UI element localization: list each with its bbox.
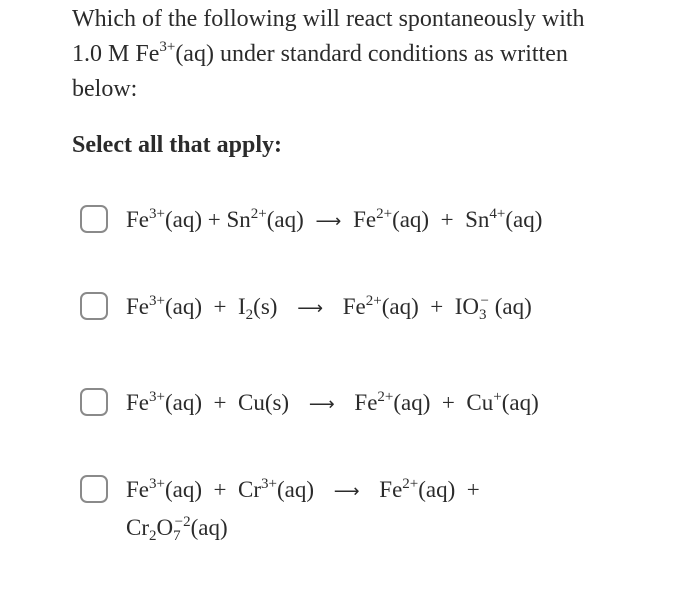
product-2-charge: −2 [174, 514, 191, 530]
product-1-state: (aq) [418, 477, 456, 502]
reaction-arrow-icon: ⟶ [297, 298, 323, 319]
reactant-2-charge: 2+ [250, 206, 267, 222]
reactant-1-state: (aq) [164, 207, 202, 232]
reactant-1: Fe [126, 207, 149, 232]
question-text [72, 2, 682, 107]
option-4-line-1 [126, 473, 480, 509]
product-1: Fe [354, 390, 378, 415]
product-2-subscript-1: 2 [149, 528, 157, 544]
product-2: Sn [465, 207, 490, 232]
reactant-1: Fe [126, 477, 149, 502]
reactant-2-state: (aq) [276, 477, 314, 502]
product-2-charge: 4+ [489, 206, 506, 222]
reactant-2: Cr [237, 477, 261, 502]
question-line-2-end: (aq) under standard conditions as written [175, 41, 568, 67]
reactant-2: Cu(s) [237, 390, 290, 415]
product-1-state: (aq) [381, 294, 419, 319]
product-1-charge: 2+ [402, 476, 419, 492]
plus-sign: + [207, 207, 221, 232]
product-1-state: (aq) [393, 390, 431, 415]
reactant-2-charge: 3+ [260, 476, 277, 492]
reactant-2: I [237, 294, 246, 319]
reactant-2: Sn [226, 207, 251, 232]
product-1-charge: 2+ [376, 206, 393, 222]
option-3-equation [126, 386, 539, 422]
product-2-chromium: Cr [126, 515, 149, 540]
product-2-state: (aq) [494, 294, 532, 319]
reactant-1-charge: 3+ [149, 206, 165, 222]
question-line-2-start: 1.0 M Fe [72, 41, 160, 67]
product-2-subscript: 3 [479, 307, 487, 323]
product-1-charge: 2+ [365, 293, 382, 309]
question-line-1: Which of the following will react spontaneously with [72, 6, 585, 32]
reactant-1-charge: 3+ [149, 293, 165, 309]
option-1-checkbox[interactable] [80, 205, 108, 233]
reactant-2-subscript: 2 [245, 307, 254, 323]
reactant-2-state: (s) [253, 294, 278, 319]
product-2-state: (aq) [501, 390, 539, 415]
option-2-checkbox[interactable] [80, 292, 108, 320]
reactant-1-charge: 3+ [149, 476, 165, 492]
plus-sign: + [440, 207, 454, 232]
product-1: Fe [342, 294, 366, 319]
select-instruction: Select all that apply: [72, 132, 282, 158]
reactant-2-state: (aq) [266, 207, 304, 232]
product-1-state: (aq) [392, 207, 430, 232]
product-2: Cu [466, 390, 494, 415]
product-2: IO [454, 294, 480, 319]
product-1-charge: 2+ [377, 389, 394, 405]
option-4-checkbox[interactable] [80, 475, 108, 503]
option-4-equation [126, 473, 480, 545]
question-line-2 [72, 37, 682, 72]
reactant-1: Fe [126, 390, 149, 415]
reactant-1: Fe [126, 294, 149, 319]
product-1: Fe [353, 207, 377, 232]
reaction-arrow-icon: ⟶ [308, 394, 335, 415]
product-2-subscript-2: 7 [173, 528, 181, 544]
reaction-arrow-icon: ⟶ [333, 481, 360, 502]
plus-sign: + [213, 477, 227, 502]
product-2-charge: − [480, 293, 489, 309]
option-3-checkbox[interactable] [80, 388, 108, 416]
plus-sign: + [466, 477, 480, 502]
product-2-charge: + [493, 389, 502, 405]
iron-charge: 3+ [159, 39, 176, 55]
product-1: Fe [379, 477, 403, 502]
reactant-1-state: (aq) [164, 477, 202, 502]
reaction-arrow-icon: ⟶ [315, 211, 342, 232]
plus-sign: + [430, 294, 444, 319]
reactant-1-charge: 3+ [149, 389, 165, 405]
reactant-1-state: (aq) [164, 390, 202, 415]
option-1-equation [126, 203, 542, 239]
reactant-1-state: (aq) [164, 294, 202, 319]
option-4-line-2 [126, 511, 480, 545]
plus-sign: + [213, 390, 227, 415]
product-2-state: (aq) [190, 515, 228, 540]
product-2-oxygen: O [156, 515, 174, 540]
option-2-equation [126, 290, 532, 326]
question-line-3: below: [72, 76, 138, 102]
plus-sign: + [441, 390, 455, 415]
plus-sign: + [213, 294, 227, 319]
product-2-state: (aq) [505, 207, 543, 232]
